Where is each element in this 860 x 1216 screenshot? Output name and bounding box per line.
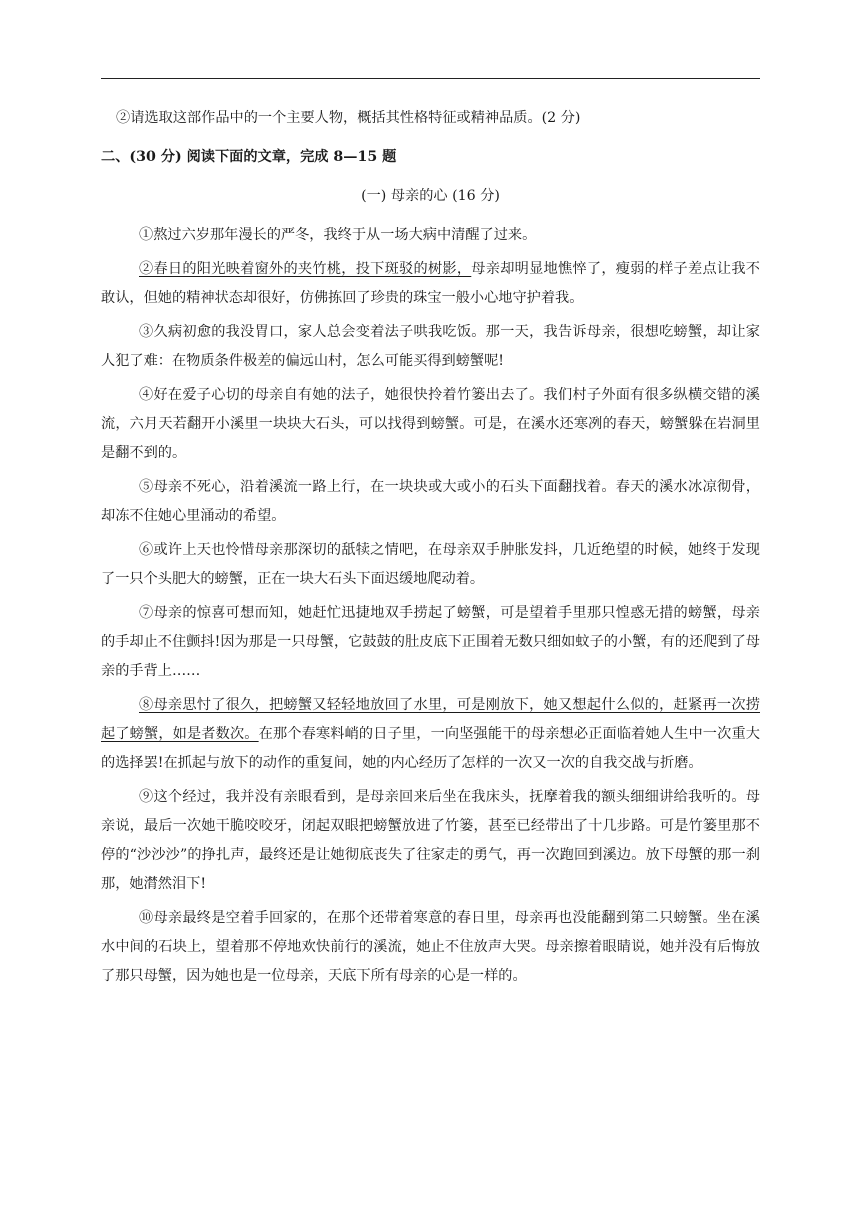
paragraph-8-rest: 在那个春寒料峭的日子里，一向坚强能干的母亲想必正面临着她人生中一次重大的选择罢!在抓起与放下的动作的重复间，她的内心经历了怎样的一次又一次的自我交战与折磨。 [101,726,760,771]
paragraph-7: ⑦母亲的惊喜可想而知，她赶忙迅捷地双手捞起了螃蟹，可是望着手里那只惶惑无措的螃蟹，母亲的手却止不住颤抖!因为那是一只母蟹，它鼓鼓的肚皮底下正围着无数只细如蚊子的小蟹，有的还爬到了母亲的手背上…… [101,605,760,679]
paragraph-8 [101,691,760,778]
paragraph-5: ⑤母亲不死心，沿着溪流一路上行，在一块块或大或小的石头下面翻找着。春天的溪水冰凉彻骨，却冻不住她心里涌动的希望。 [101,479,760,524]
page-content [101,104,760,996]
paragraph-1: ①熬过六岁那年漫长的严冬，我终于从一场大病中清醒了过来。 [139,227,537,243]
paragraph-9: ⑨这个经过，我并没有亲眼看到，是母亲回来后坐在我床头，抚摩着我的额头细细讲给我听的。母亲说，最后一次她干脆咬咬牙，闭起双眼把螃蟹放进了竹篓，甚至已经带出了十几步路。可是竹篓里那不停的“沙沙沙”的挣扎声，最终还是让她彻底丧失了往家走的勇气，再一次跑回到溪边。放下母蟹的那一刹那，她潸然泪下! [101,789,760,892]
paragraph-3: ③久病初愈的我没胃口，家人总会变着法子哄我吃饭。那一天，我告诉母亲，很想吃螃蟹，却让家人犯了难：在物质条件极差的偏远山村，怎么可能买得到螃蟹呢! [101,324,760,369]
header-rule [101,78,760,79]
paragraph-8-underlined: ⑧母亲思忖了很久，把螃蟹又轻轻地放回了水里，可是刚放下，她又想起什么似的，赶紧再一次捞起了螃蟹，如是者数次。 [101,697,760,742]
paragraph-6: ⑥或许上天也怜惜母亲那深切的舐犊之情吧，在母亲双手肿胀发抖，几近绝望的时候，她终于发现了一只个头肥大的螃蟹，正在一块大石头下面迟缓地爬动着。 [101,542,760,587]
question-7-2: ②请选取这部作品中的一个主要人物，概括其性格特征或精神品质。(2 分) [116,110,581,126]
paragraph-2-rest: 母亲却明显地憔悴了，瘦弱的样子差点让我不敢认，但她的精神状态却很好，仿佛拣回了珍贵的珠宝一般小心地守护着我。 [101,261,760,306]
paragraph-2-underlined: ②春日的阳光映着窗外的夹竹桃，投下斑驳的树影， [139,261,472,277]
paragraph-2 [101,255,760,313]
section-heading: 二、(30 分) 阅读下面的文章，完成 8—15 题 [101,149,397,165]
paragraph-10: ⑩母亲最终是空着手回家的，在那个还带着寒意的春日里，母亲再也没能翻到第二只螃蟹。坐在溪水中间的石块上，望着那不停地欢快前行的溪流，她止不住放声大哭。母亲擦着眼睛说，她并没有后悔放了那只母蟹，因为她也是一位母亲，天底下所有母亲的心是一样的。 [101,910,760,984]
paragraph-4: ④好在爱子心切的母亲自有她的法子，她很快拎着竹篓出去了。我们村子外面有很多纵横交错的溪流，六月天若翻开小溪里一块块大石头，可以找得到螃蟹。可是，在溪水还寒冽的春天，螃蟹躲在岩洞里是翻不到的。 [101,387,760,461]
passage-title: (一) 母亲的心 (16 分) [361,188,500,204]
